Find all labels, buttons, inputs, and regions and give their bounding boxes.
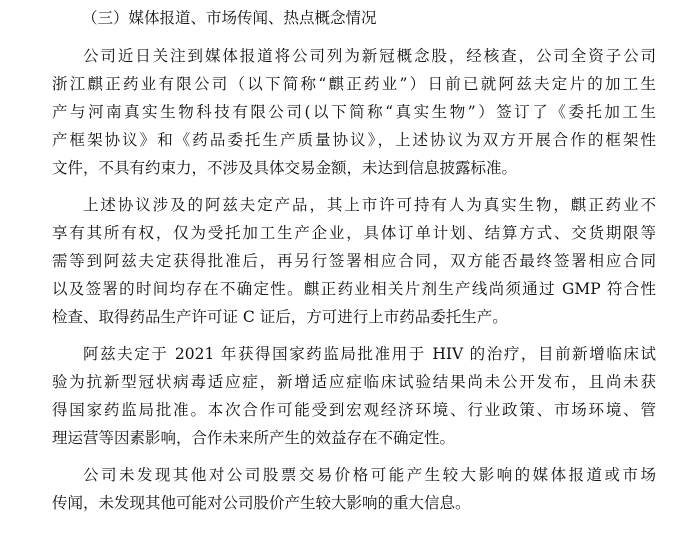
paragraph-line: 产与河南真实生物科技有限公司(以下简称“真实生物”）签订了《委托加工生 xyxy=(52,103,656,121)
paragraph-line: 阿兹夫定于 2021 年获得国家药监局批准用于 HIV 的治疗，目前新增临床试 xyxy=(83,345,656,363)
paragraph-line: 检查、取得药品生产许可证 C 证后，方可进行上市药品委托生产。 xyxy=(52,308,508,326)
paragraph-line: 文件，不具有约束力，不涉及具体交易金额，未达到信息披露标准。 xyxy=(52,159,518,177)
paragraph-line: 公司近日关注到媒体报道将公司列为新冠概念股，经核查，公司全资子公司 xyxy=(83,47,656,65)
paragraph-line: 得国家药监局批准。本次合作可能受到宏观经济环境、行业政策、市场环境、管 xyxy=(52,401,656,419)
paragraph-line: 验为抗新型冠状病毒适应症，新增适应症临床试验结果尚未公开发布，且尚未获 xyxy=(52,373,656,391)
section-heading: （三）媒体报道、市场传闻、热点概念情况 xyxy=(82,9,377,27)
paragraph-media-report xyxy=(52,42,659,182)
paragraph-azvudine-approval xyxy=(52,340,659,452)
paragraph-line: 产框架协议》和《药品委托生产质量协议》，上述协议为双方开展合作的框架性 xyxy=(52,131,656,149)
paragraph-no-other-info xyxy=(52,461,659,517)
paragraph-line: 需等到阿兹夫定获得批准后，再另行签署相应合同，双方能否最终签署相应合同 xyxy=(52,252,656,270)
paragraph-line: 上述协议涉及的阿兹夫定产品，其上市许可持有人为真实生物，麒正药业不 xyxy=(83,196,656,214)
paragraph-line: 公司未发现其他对公司股票交易价格可能产生较大影响的媒体报道或市场 xyxy=(83,466,656,484)
paragraph-line: 传闻，未发现其他可能对公司股价产生较大影响的重大信息。 xyxy=(52,494,471,512)
paragraph-line: 享有其所有权，仅为受托加工生产企业，具体订单计划、结算方式、交货期限等 xyxy=(52,224,656,242)
paragraph-line: 浙江麒正药业有限公司（以下简称“麒正药业”）日前已就阿兹夫定片的加工生 xyxy=(52,75,656,93)
paragraph-agreement-details xyxy=(52,191,659,331)
paragraph-line: 理运营等因素影响，合作未来所产生的效益存在不确定性。 xyxy=(52,429,456,447)
paragraph-line: 以及签署的时间均存在不确定性。麒正药业相关片剂生产线尚须通过 GMP 符合性 xyxy=(52,280,656,298)
